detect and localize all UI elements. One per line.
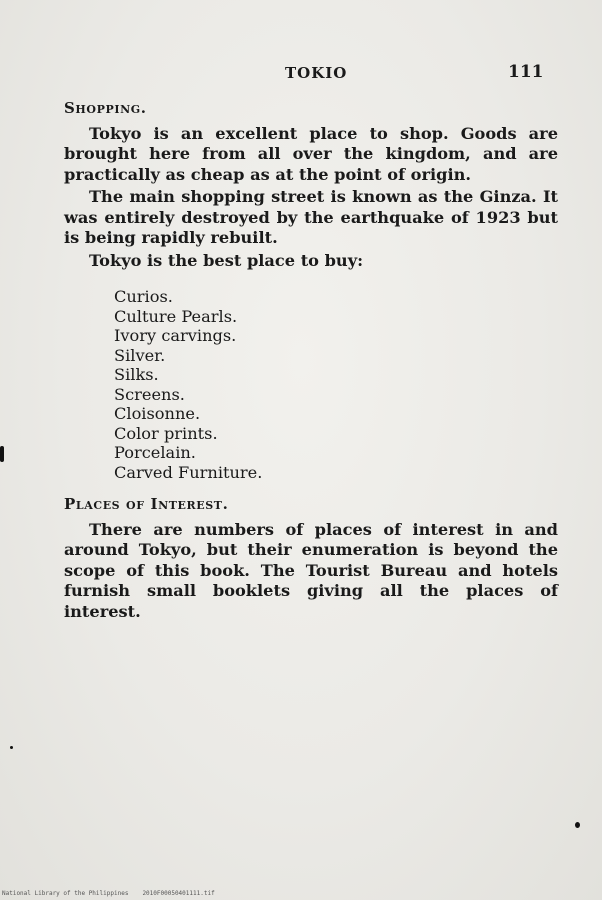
list-item: Cloisonne. [114, 404, 201, 423]
list-item: Screens. [114, 384, 185, 404]
paragraph: Tokyo is the best place to buy: [89, 250, 364, 270]
list-item: Ivory carvings. [114, 326, 237, 345]
list-item: Curios. [114, 287, 173, 306]
list-item: Porcelain. [114, 443, 196, 462]
scan-speck [575, 822, 580, 828]
list-item: Culture Pearls. [114, 306, 238, 326]
scan-footer [2, 890, 215, 897]
page-number: 111 [508, 62, 544, 82]
paragraph: There are numbers of places of interest in and around Tokyo, but their enumeration is beyond the scope of this book. The Tourist Bureau and hotels furnish small booklets giving all the places of interest. [64, 519, 558, 621]
page-body [64, 98, 558, 622]
scan-speck [0, 446, 4, 462]
paragraph: Tokyo is an excellent place to shop. Goods are brought here from all over the kingdom, and are practically as cheap as at the point of origin. [64, 123, 558, 184]
paragraph: The main shopping street is known as the Ginza. It was entirely destroyed by the earthquake of 1923 but is being rapidly rebuilt. [64, 187, 558, 247]
list-item: Color prints. [114, 423, 218, 443]
scan-file-id: 2010F00050401111.tif [142, 890, 215, 897]
shopping-list [114, 287, 558, 482]
list-item: Silver. [114, 345, 166, 365]
list-item: Carved Furniture. [114, 462, 263, 482]
running-head [0, 60, 602, 84]
scan-speck [10, 746, 13, 749]
section-heading-places-of-interest: Places of Interest. [64, 495, 229, 513]
list-item: Silks. [114, 365, 159, 384]
running-title: TOKIO [285, 64, 348, 82]
section-heading-shopping: Shopping. [64, 99, 147, 117]
library-name: National Library of the Philippines [2, 890, 129, 897]
